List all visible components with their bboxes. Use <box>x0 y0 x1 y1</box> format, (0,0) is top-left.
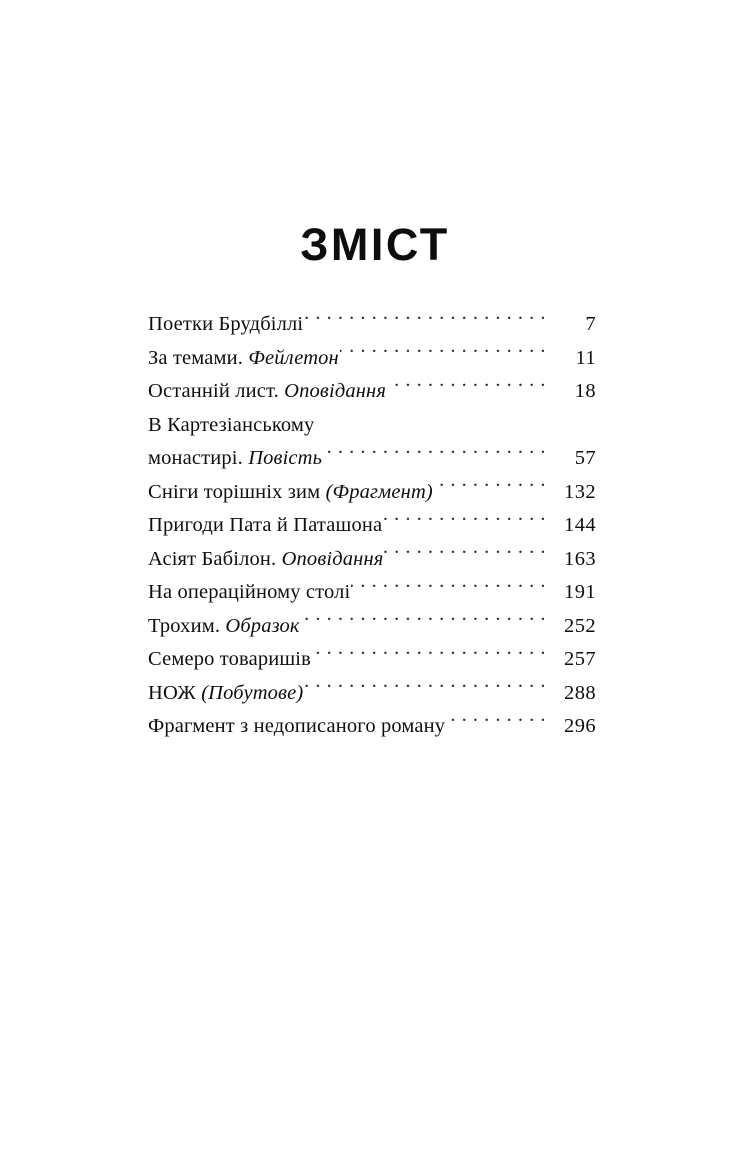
toc-entry-title: Останній лист. <box>148 380 279 402</box>
toc-entry-label <box>148 543 383 577</box>
toc-entry-title: На операційному столі <box>148 581 351 603</box>
toc-dot-leader <box>384 544 546 565</box>
toc-dot-leader <box>323 444 546 465</box>
toc-entry-subtitle: Оповідання <box>281 547 384 570</box>
toc-entry[interactable] <box>148 643 596 677</box>
toc-dot-leader <box>301 611 546 632</box>
toc-entry-label <box>148 308 303 342</box>
toc-page-number: 257 <box>564 648 596 670</box>
toc-dot-leader <box>383 511 546 532</box>
toc-entry-title: Трохим. <box>148 614 221 637</box>
toc-entry[interactable] <box>148 342 596 376</box>
toc-page-number: 144 <box>564 514 596 536</box>
toc-entry[interactable] <box>148 677 596 711</box>
toc-entry[interactable] <box>148 375 596 409</box>
toc-entry-row[interactable] <box>148 442 596 476</box>
toc-entry-subtitle: Повість <box>248 447 323 469</box>
toc-page-number: 296 <box>564 715 596 737</box>
toc-entry-label <box>148 643 311 677</box>
toc-entry-row[interactable] <box>148 643 596 677</box>
toc-entry-title: Асіят Бабілон. <box>148 547 277 570</box>
toc-entry-label <box>148 442 322 476</box>
toc-entry-title: Семеро товаришів <box>148 648 311 670</box>
toc-entry-label <box>148 509 382 543</box>
toc-entry-label <box>148 610 300 644</box>
toc-entry-label <box>148 677 303 711</box>
page-title: ЗМІСТ <box>300 219 450 271</box>
toc-dot-leader <box>340 343 546 364</box>
toc-entry-row[interactable] <box>148 509 596 543</box>
toc-dot-leader <box>351 578 546 599</box>
toc-page-number: 7 <box>585 313 596 335</box>
toc-entry[interactable] <box>148 543 596 577</box>
toc-entry-label <box>148 409 314 443</box>
toc-entry-row[interactable] <box>148 375 596 409</box>
toc-entry[interactable] <box>148 509 596 543</box>
toc-entry-label <box>148 710 445 744</box>
toc-entry-title: Пригоди Пата й Паташона <box>148 514 383 536</box>
toc-entry[interactable] <box>148 476 596 510</box>
toc-page-number: 191 <box>564 581 596 603</box>
toc-entry-title: монастирі. <box>148 447 243 469</box>
toc-page-number: 132 <box>564 480 596 503</box>
toc-entry[interactable] <box>148 710 596 744</box>
toc-entry-title: Фрагмент з недописаного роману <box>148 715 446 737</box>
toc-dot-leader <box>312 645 546 666</box>
toc-entry[interactable] <box>148 576 596 610</box>
toc-dot-leader <box>446 712 546 733</box>
toc-entry-row[interactable] <box>148 576 596 610</box>
toc-entry-title: Поетки Брудбіллі <box>148 313 304 335</box>
toc-page-number: 252 <box>564 614 596 637</box>
toc-entry-subtitle: Образок <box>225 614 300 637</box>
toc-entry-label <box>148 342 339 376</box>
toc-entry-row[interactable] <box>148 476 596 510</box>
toc-entry-row[interactable] <box>148 342 596 376</box>
toc-entry-row[interactable] <box>148 409 596 443</box>
toc-entry-row[interactable] <box>148 543 596 577</box>
toc-page-number: 18 <box>574 380 596 402</box>
toc-entry-title: Сніги торішніх зим <box>148 480 321 503</box>
toc-entry[interactable] <box>148 409 596 476</box>
table-of-contents-list <box>148 308 596 744</box>
toc-entry-subtitle: Фейлетон <box>248 346 339 369</box>
toc-entry-row[interactable] <box>148 308 596 342</box>
toc-entry-subtitle: (Фрагмент) <box>325 480 433 503</box>
toc-entry-row[interactable] <box>148 710 596 744</box>
toc-dot-leader <box>304 678 546 699</box>
toc-entry-label <box>148 375 386 409</box>
toc-entry-row[interactable] <box>148 677 596 711</box>
toc-entry-title: За темами. <box>148 346 244 369</box>
toc-page-number: 288 <box>564 681 596 704</box>
toc-page-number: 163 <box>564 547 596 570</box>
toc-dot-leader <box>304 310 546 331</box>
toc-dot-leader <box>434 477 546 498</box>
toc-entry-row[interactable] <box>148 610 596 644</box>
toc-entry-label <box>148 576 350 610</box>
toc-entry-title: В Картезіанському <box>148 413 315 436</box>
toc-page-number: 11 <box>575 346 596 369</box>
toc-entry[interactable] <box>148 610 596 644</box>
toc-entry-subtitle: Оповідання <box>284 380 387 402</box>
toc-entry-title: НОЖ <box>148 681 196 704</box>
toc-entry[interactable] <box>148 308 596 342</box>
toc-entry-subtitle: (Побутове) <box>201 681 304 704</box>
toc-dot-leader <box>387 377 546 398</box>
toc-page-number: 57 <box>574 447 596 469</box>
toc-entry-label <box>148 476 433 510</box>
toc-dot-leader <box>315 410 546 431</box>
